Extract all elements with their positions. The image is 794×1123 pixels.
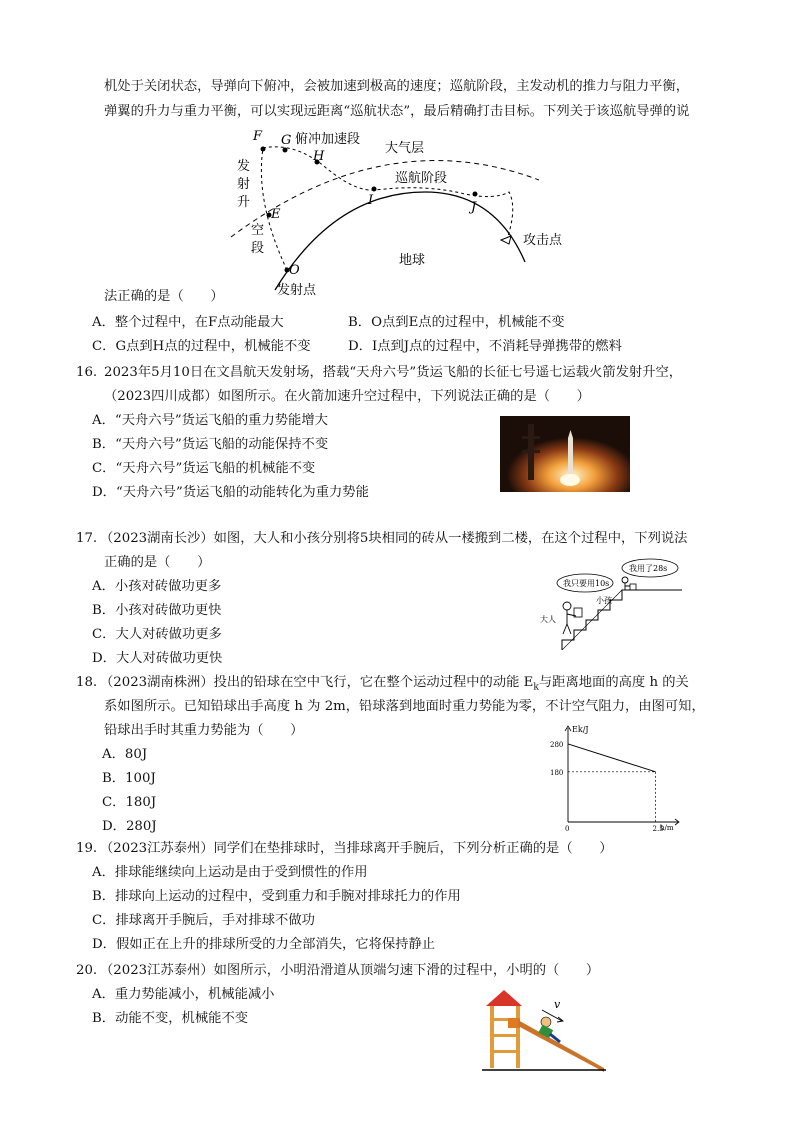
q17-option-b: B．小孩对砖做功更快 — [92, 603, 222, 618]
y-axis-label: Ek/J — [572, 725, 589, 734]
point-f — [261, 147, 266, 152]
q18-stem-line3: 铅球出手时其重力势能为（ ） — [104, 723, 304, 738]
slide-chute — [518, 1020, 604, 1072]
label-cruise-segment: 巡航阶段 — [395, 171, 448, 186]
cruise-missile-trajectory-figure — [225, 122, 585, 300]
q16-number: 16. — [76, 365, 98, 380]
adult-bubble-text: 我只要用10s — [563, 579, 610, 588]
q19-option-d: D．假如正在上升的排球所受的力全部消失，它将保持静止 — [92, 937, 436, 952]
q18-number: 18. — [76, 675, 98, 690]
ek-series-line — [568, 744, 656, 772]
x-axis-label: h/m — [660, 824, 674, 832]
q16-stem-line1: 2023年5月10日在文昌航天发射场，搭载“天舟六号”货运飞船的长征七号遥七运载火箭发射升空， — [104, 365, 683, 380]
q15-stem-line1: 机处于关闭状态，导弹向下俯冲，会被加速到极高的速度；巡航阶段，主发动机的推力与阻力平衡， — [104, 79, 690, 94]
rocket-flame — [560, 474, 580, 486]
q20-option-b: B．动能不变，机械能不变 — [92, 1011, 249, 1026]
q19-stem-line1: （2023江苏泰州）同学们在垫排球时，当排球离开手腕后，下列分析正确的是（ ） — [100, 841, 613, 856]
q18-stem-line1: （2023湖南株洲）投出的铅球在空中飞行，它在整个运动过程中的动能 $E_k$与距离地面的高度 h 的关 — [100, 675, 689, 693]
q15-option-c: C．G点到H点的过程中，机械能不变 — [92, 339, 311, 354]
q18-stem-line2: 系如图所示。已知铅球出手高度 h 为 2m，铅球落到地面时重力势能为零，不计空气阻力，由图可知， — [104, 699, 705, 714]
q16-option-a: A．“天舟六号”货运飞船的重力势能增大 — [92, 413, 328, 428]
earth-surface — [275, 192, 525, 290]
label-launch-3: 升 — [237, 195, 251, 210]
q16-option-d: D．“天舟六号”货运飞船的动能转化为重力势能 — [92, 485, 369, 500]
q17-option-c: C．大人对砖做功更多 — [92, 627, 222, 642]
point-j — [473, 192, 478, 197]
q15-stem-line3: 法正确的是（ ） — [104, 289, 224, 304]
x-tick-label: 2.5 — [652, 825, 664, 832]
y-tick-label: 180 — [550, 768, 564, 777]
y-tick-label: 280 — [550, 740, 564, 749]
q16-stem-line2: （2023四川成都）如图所示。在火箭加速升空过程中，下列说法正确的是（ ） — [104, 389, 590, 404]
q20-number: 20. — [76, 963, 98, 978]
adult-figure — [563, 602, 571, 610]
label-launch-5: 段 — [251, 241, 265, 256]
q18-option-c: C．180J — [102, 795, 157, 810]
q17-stem-line2: 正确的是（ ） — [104, 555, 211, 570]
q18-option-d: D．280J — [102, 819, 157, 834]
label-e: E — [271, 207, 281, 222]
label-f: F — [253, 129, 263, 144]
child-figure — [622, 577, 628, 583]
rocket-body — [568, 438, 573, 474]
q19-option-a: A．排球能继续向上运动是由于受到惯性的作用 — [92, 865, 368, 880]
label-h: H — [313, 149, 325, 164]
label-launch-4: 空 — [251, 223, 265, 238]
q15-option-b: B．O点到E点的过程中，机械能不变 — [348, 315, 565, 330]
label-earth: 地球 — [399, 253, 426, 268]
q20-stem-line1: （2023江苏泰州）如图所示，小明沿滑道从顶端匀速下滑的过程中，小明的（ ） — [100, 963, 600, 978]
label-j: J — [471, 200, 477, 215]
velocity-label: v — [554, 998, 561, 1011]
point-g — [283, 148, 288, 153]
q17-option-d: D．大人对砖做功更快 — [92, 651, 223, 666]
q20-option-a: A．重力势能减小，机械能减小 — [92, 987, 275, 1002]
q17-option-a: A．小孩对砖做功更多 — [92, 579, 222, 594]
label-attack-point: 攻击点 — [523, 233, 563, 248]
label-launch-point: 发射点 — [277, 283, 317, 298]
q17-stem-line1: （2023湖南长沙）如图，大人和小孩分别将5块相同的砖从一楼搬到二楼，在这个过程中，下列说法 — [100, 531, 688, 546]
q18-option-b: B．100J — [102, 771, 156, 786]
label-i: I — [368, 193, 374, 208]
child-bubble-text: 我用了28s — [629, 564, 668, 573]
rocket-launch-photo — [500, 416, 630, 492]
stairs-carrying-bricks-figure — [532, 556, 688, 652]
label-g: G — [281, 133, 292, 148]
ek-height-chart — [548, 722, 688, 832]
q15-option-a: A．整个过程中，在F点动能最大 — [92, 315, 284, 330]
q19-option-b: B．排球向上运动的过程中，受到重力和手腕对排球托力的作用 — [92, 889, 461, 904]
slide-roof — [486, 990, 522, 1006]
slide-figure — [478, 988, 608, 1074]
q16-option-b: B．“天舟六号”货运飞船的动能保持不变 — [92, 437, 329, 452]
q19-option-c: C．排球离开手腕后，手对排球不做功 — [92, 913, 315, 928]
attack-point-marker — [501, 236, 511, 244]
q18-option-a: A．80J — [102, 747, 148, 762]
child-label: 小孩 — [596, 596, 612, 605]
label-o: O — [289, 263, 300, 278]
adult-label: 大人 — [540, 615, 556, 624]
q17-number: 17. — [76, 531, 98, 546]
q15-option-d: D．I点到J点的过程中，不消耗导弹携带的燃料 — [348, 339, 622, 354]
label-dive-segment: 俯冲加速段 — [295, 132, 361, 147]
atmosphere-boundary — [231, 161, 539, 237]
q15-stem-line2: 弹翼的升力与重力平衡，可以实现远距离“巡航状态”，最后精确打击目标。下列关于该巡航导弹的说 — [104, 104, 690, 119]
q16-option-c: C．“天舟六号”货运飞船的机械能不变 — [92, 461, 316, 476]
label-launch-1: 发 — [237, 159, 251, 174]
label-atmosphere: 大气层 — [385, 141, 425, 156]
q19-number: 19. — [76, 841, 98, 856]
label-launch-2: 射 — [237, 177, 251, 192]
x-tick-label: 0 — [565, 825, 570, 832]
point-i — [372, 187, 377, 192]
